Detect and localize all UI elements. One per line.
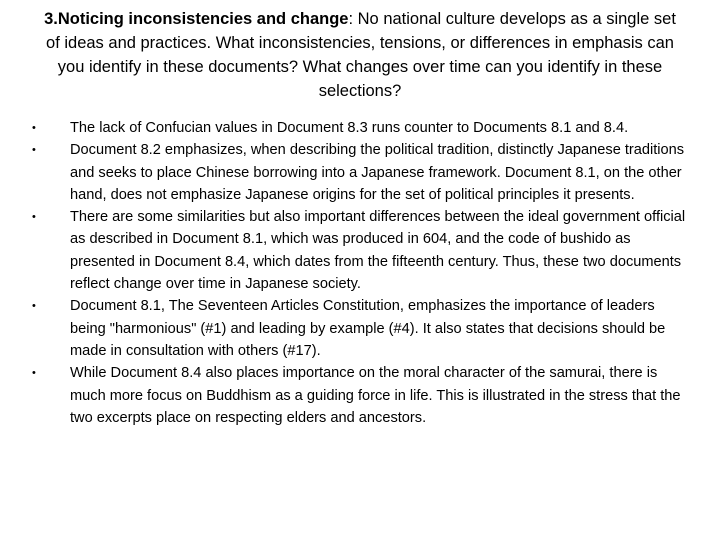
bullet-icon: • <box>32 300 36 313</box>
heading-text: : No national culture develops as a single set of ideas and practices. What inconsistencies, tensions, or differences in emphasis can you identify in these documents? What changes over time can you identify in these selections? <box>46 10 676 100</box>
slide-heading <box>36 7 684 103</box>
bullet-item <box>32 206 692 295</box>
bullet-item <box>32 362 692 429</box>
bullet-text: While Document 8.4 also places importance on the moral character of the samurai, there is much more focus on Buddhism as a guiding force in life. This is illustrated in the stress that the two excerpts place on respecting elders and ancestors. <box>70 365 681 426</box>
bullet-item <box>32 139 692 206</box>
bullet-icon: • <box>32 211 36 224</box>
bullet-item <box>32 117 692 139</box>
bullet-icon: • <box>32 122 36 134</box>
bullet-list <box>32 117 692 429</box>
bullet-icon: • <box>32 144 36 157</box>
heading-bold-label: 3.Noticing inconsistencies and change <box>44 10 349 28</box>
bullet-text: Document 8.1, The Seventeen Articles Constitution, emphasizes the importance of leaders being "harmonious" (#1) and leading by example (#4). It also states that decisions should be made in consultation with others (#17). <box>70 298 666 359</box>
bullet-icon: • <box>32 367 36 380</box>
bullet-text: Document 8.2 emphasizes, when describing the political tradition, distinctly Japanese traditions and seeks to place Chinese borrowing into a Japanese framework. Document 8.1, on the other hand, does not emphasize Japanese origins for the set of political principles it presents. <box>70 142 685 203</box>
bullet-text: The lack of Confucian values in Document 8.3 runs counter to Documents 8.1 and 8.4. <box>70 120 629 136</box>
bullet-item <box>32 295 692 362</box>
bullet-text: There are some similarities but also important differences between the ideal government official as described in Document 8.1, which was produced in 604, and the code of bushido as presented in Document 8.4, which dates from the fifteenth century. Thus, these two documents reflect change over time in Japanese society. <box>70 209 686 293</box>
